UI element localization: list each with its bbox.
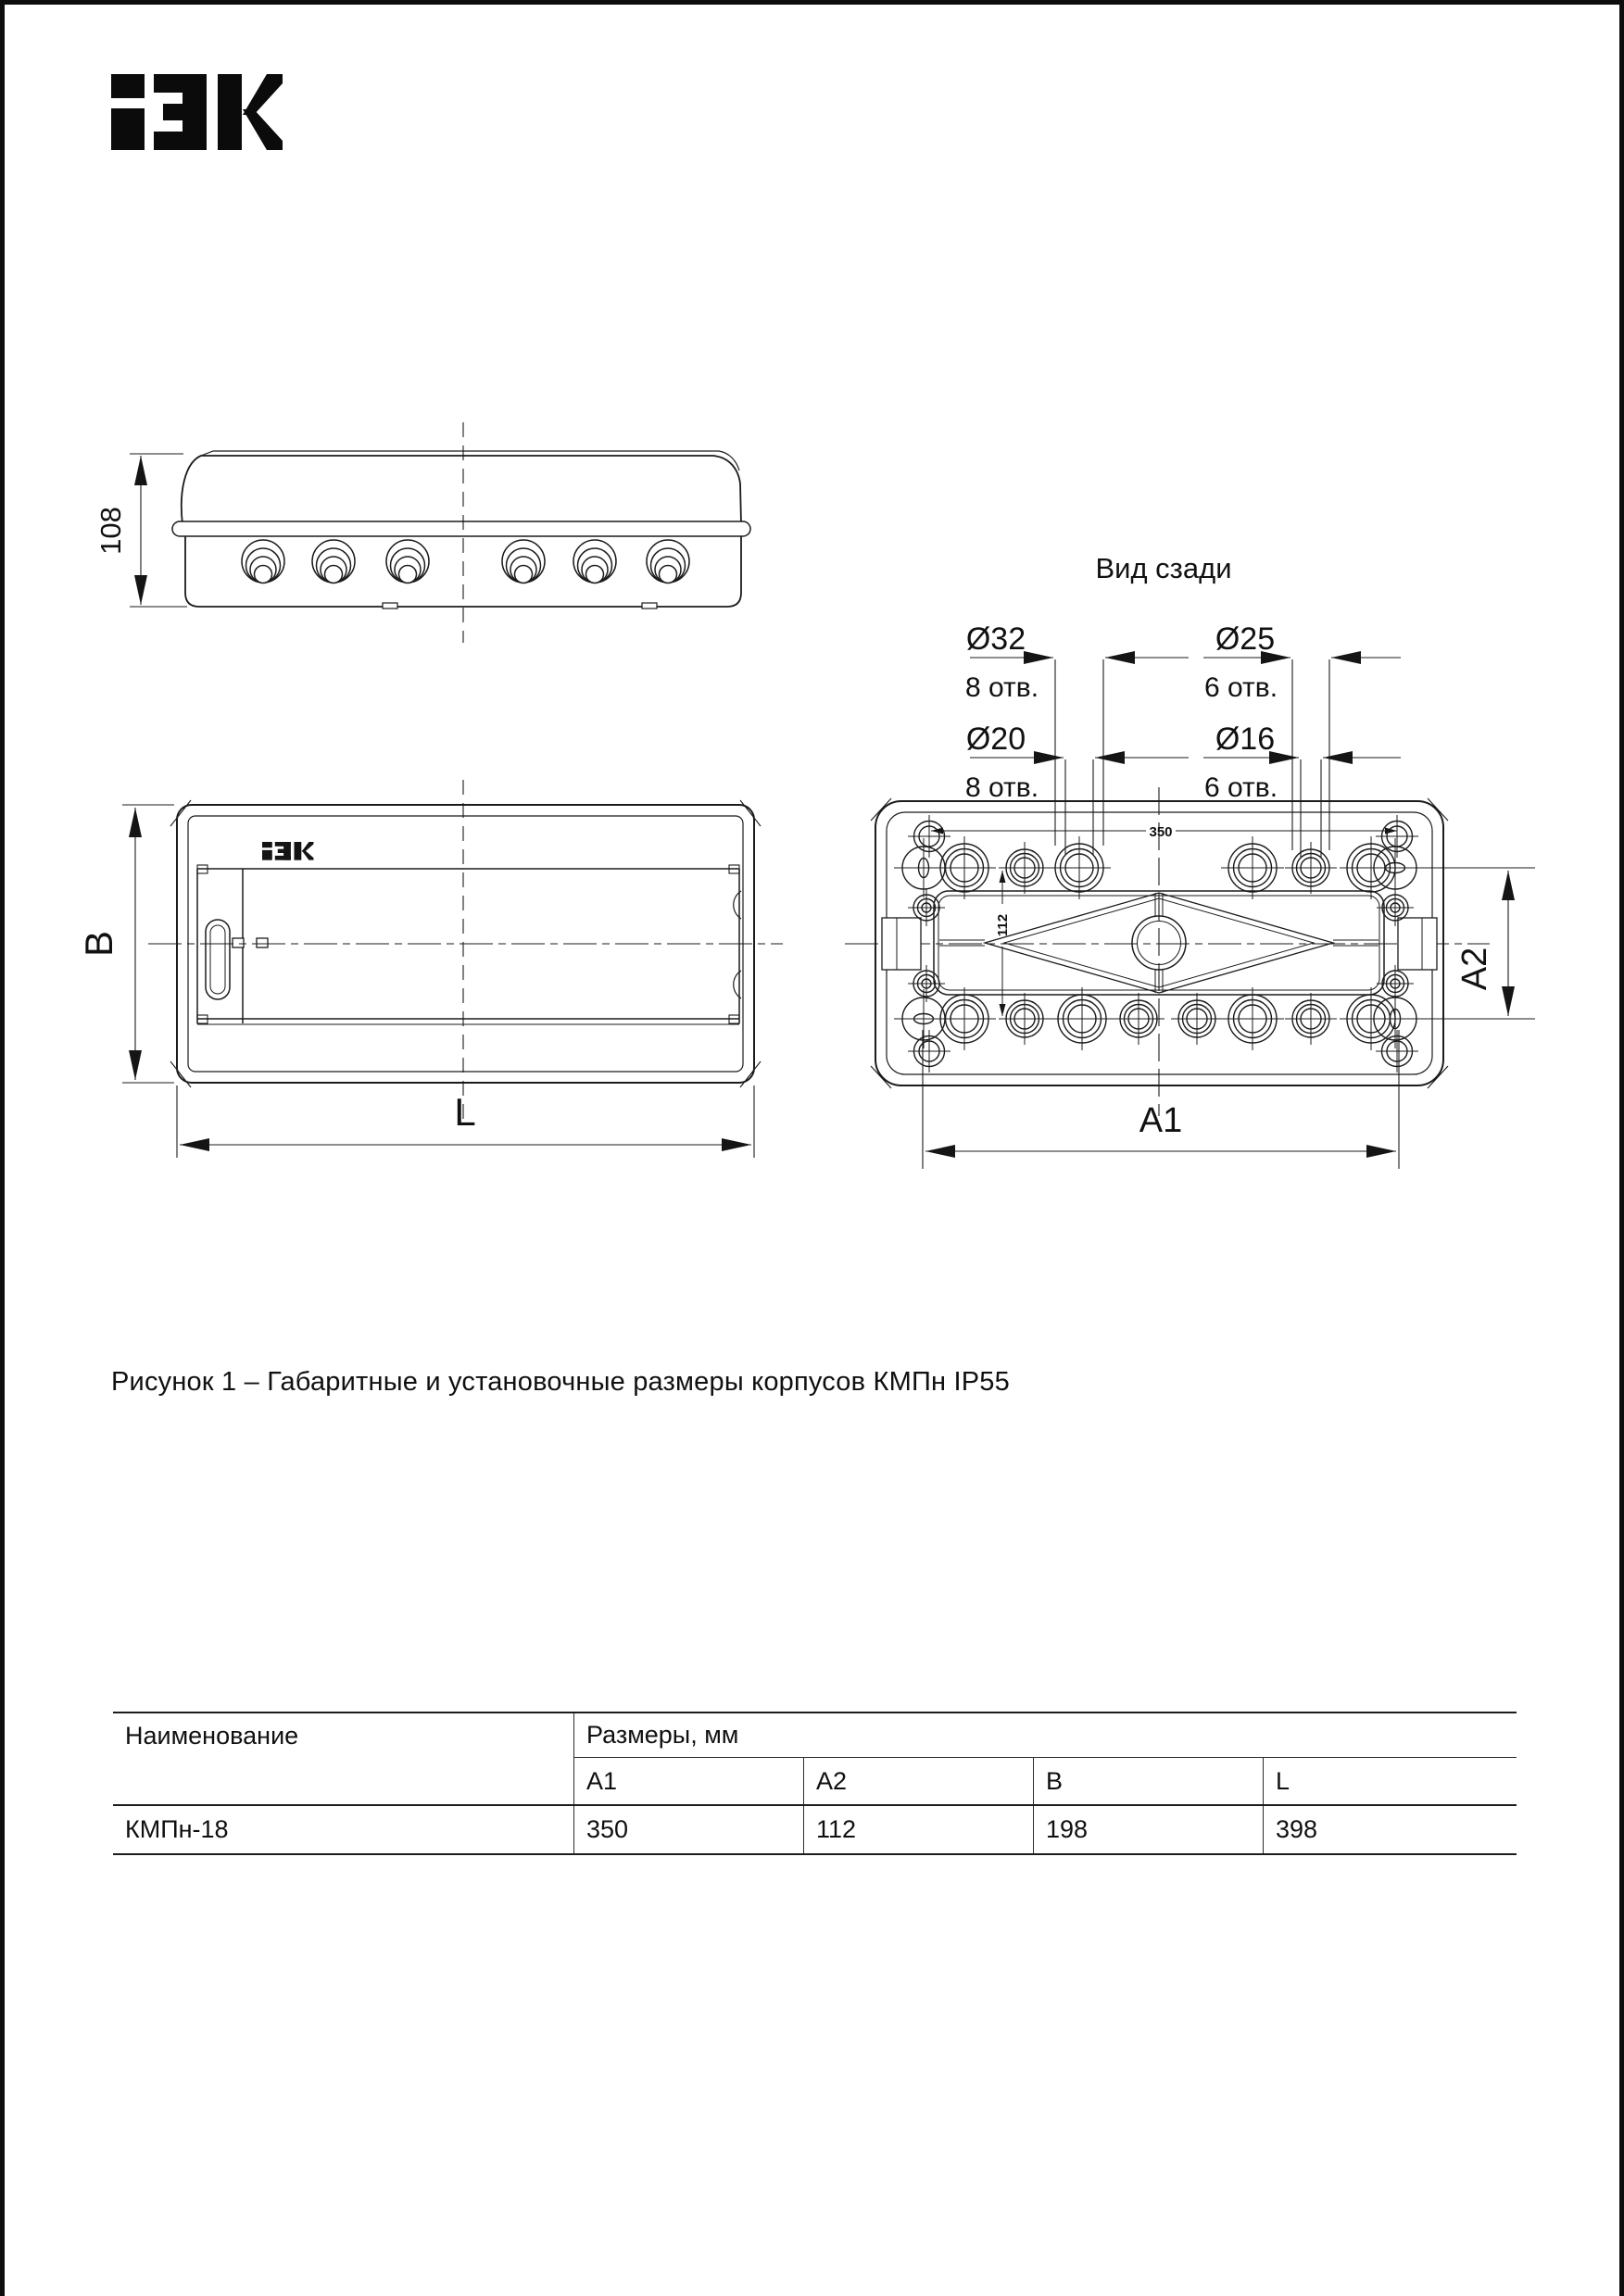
hole-d16: Ø16 (1215, 721, 1276, 757)
front-view-drawing (77, 780, 783, 1158)
table-subheader-spacer (113, 1758, 574, 1804)
figure-caption: Рисунок 1 – Габаритные и установочные размеры корпусов КМПн IP55 (111, 1367, 1010, 1397)
hole-d32-count: 8 отв. (965, 672, 1039, 703)
dim-l-label: L (454, 1090, 476, 1134)
table-cell-b: 198 (1034, 1806, 1264, 1853)
rear-view-drawing (845, 787, 1535, 1169)
table-cell-a2: 112 (804, 1806, 1034, 1853)
dimensions-table (113, 1712, 1517, 1855)
table-cell-model: КМПн-18 (113, 1806, 574, 1853)
table-subheader-b: B (1034, 1758, 1264, 1804)
hole-d20-count: 8 отв. (965, 772, 1039, 803)
table-subheader-a2: A2 (804, 1758, 1034, 1804)
hole-callout-labels (965, 621, 1278, 803)
rear-view-title: Вид сзади (1095, 552, 1232, 584)
hole-d25: Ø25 (1215, 621, 1276, 657)
table-cell-a1: 350 (574, 1806, 804, 1853)
table-subheader-l: L (1276, 1766, 1290, 1795)
inner-dim-350: 350 (1149, 824, 1173, 840)
table-subheader-a1: A1 (574, 1758, 804, 1804)
hole-d16-count: 6 отв. (1204, 772, 1278, 803)
iek-logo (111, 74, 283, 150)
hole-d32: Ø32 (965, 621, 1026, 657)
dim-b-label: B (77, 930, 120, 958)
side-view-drawing (94, 422, 750, 643)
table-header-sizes: Размеры, мм (574, 1713, 1517, 1758)
dim-a2-label: A2 (1455, 947, 1494, 991)
hole-d20: Ø20 (965, 721, 1026, 757)
table-cell-l: 398 (1276, 1815, 1318, 1843)
front-view-mini-logo (262, 842, 314, 860)
dim-108-label: 108 (94, 507, 127, 555)
table-row (113, 1806, 1517, 1855)
hole-d25-count: 6 отв. (1204, 672, 1278, 703)
inner-dim-112: 112 (995, 913, 1011, 937)
dim-a1-label: A1 (1139, 1101, 1183, 1140)
table-header-name: Наименование (113, 1713, 574, 1758)
